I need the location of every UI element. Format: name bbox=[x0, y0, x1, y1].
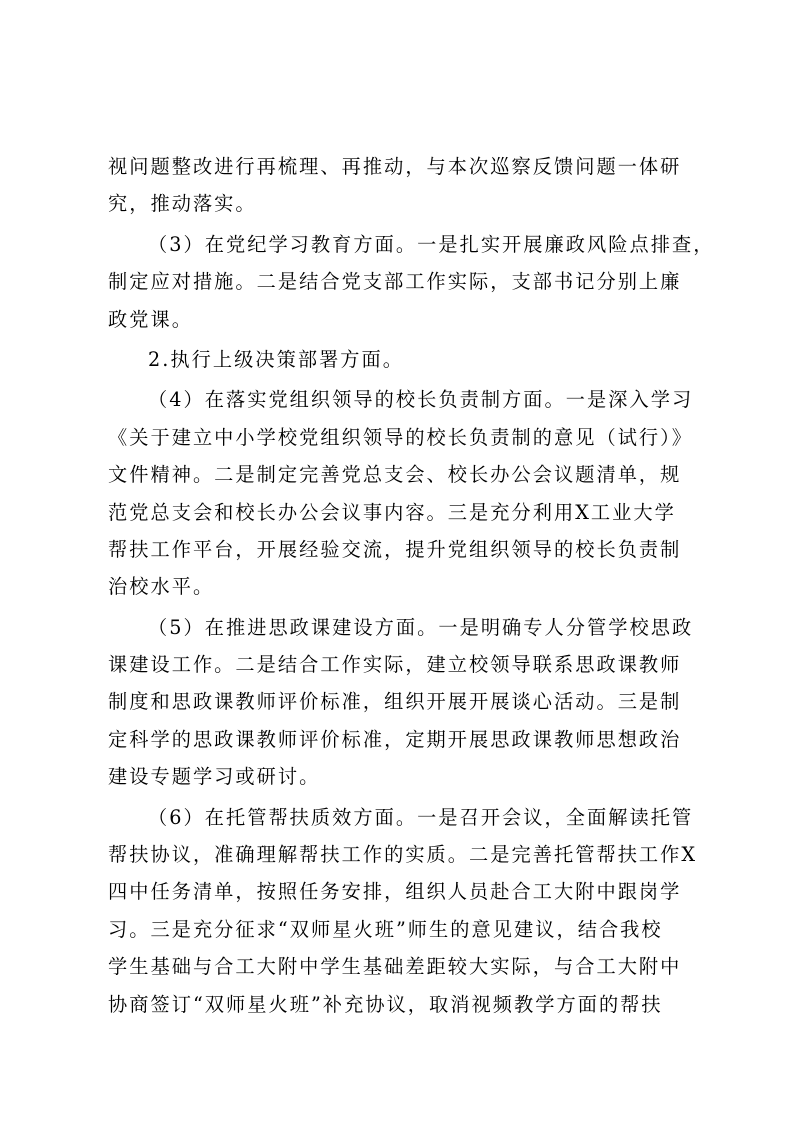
text-line: 帮扶协议，准确理解帮扶工作的实质。二是完善托管帮扶工作X bbox=[108, 843, 698, 867]
section-heading-2: 2.执行上级决策部署方面。 bbox=[148, 347, 405, 371]
text-line: 究，推动落实。 bbox=[108, 192, 257, 216]
paragraph-4-start: （4）在落实党组织领导的校长负责制方面。一是深入学习 bbox=[148, 388, 694, 412]
text-line: 视问题整改进行再梳理、再推动，与本次巡察反馈问题一体研 bbox=[108, 155, 682, 178]
text-line: 治校水平。 bbox=[108, 575, 215, 599]
paragraph-6-start: （6）在托管帮扶质效方面。一是召开会议，全面解读托管 bbox=[148, 805, 694, 829]
document-body bbox=[108, 148, 715, 1023]
text-line: 制度和思政课教师评价标准，组织开展开展谈心活动。三是制 bbox=[108, 690, 682, 714]
text-line: 范党总支会和校长办公会议事内容。三是充分利用X工业大学 bbox=[108, 500, 676, 524]
text-line: 习。三是充分征求“双师星火班”师生的意见建议，结合我校 bbox=[108, 917, 663, 941]
text-line: 政党课。 bbox=[108, 307, 193, 331]
text-line: 课建设工作。二是结合工作实际，建立校领导联系思政课教师 bbox=[108, 653, 682, 677]
text-line: 文件精神。二是制定完善党总支会、校长办公会议题清单，规 bbox=[108, 463, 682, 487]
text-line: 制定应对措施。二是结合党支部工作实际，支部书记分别上廉 bbox=[108, 270, 682, 294]
text-line: 《关于建立中小学校党组织领导的校长负责制的意见（试行）》 bbox=[108, 425, 694, 449]
text-line: 四中任务清单，按照任务安排，组织人员赴合工大附中跟岗学 bbox=[108, 880, 682, 904]
paragraph-5-start: （5）在推进思政课建设方面。一是明确专人分管学校思政 bbox=[148, 615, 694, 639]
text-line: 学生基础与合工大附中学生基础差距较大实际，与合工大附中 bbox=[108, 955, 682, 979]
text-line: 定科学的思政课教师评价标准，定期开展思政课教师思想政治 bbox=[108, 727, 682, 751]
text-line: 建设专题学习或研讨。 bbox=[108, 765, 321, 789]
text-line: 帮扶工作平台，开展经验交流，提升党组织领导的校长负责制 bbox=[108, 537, 682, 561]
text-line: 协商签订“双师星火班”补充协议，取消视频教学方面的帮扶 bbox=[108, 992, 663, 1016]
paragraph-3-start: （3）在党纪学习教育方面。一是扎实开展廉政风险点排查， bbox=[148, 232, 715, 256]
